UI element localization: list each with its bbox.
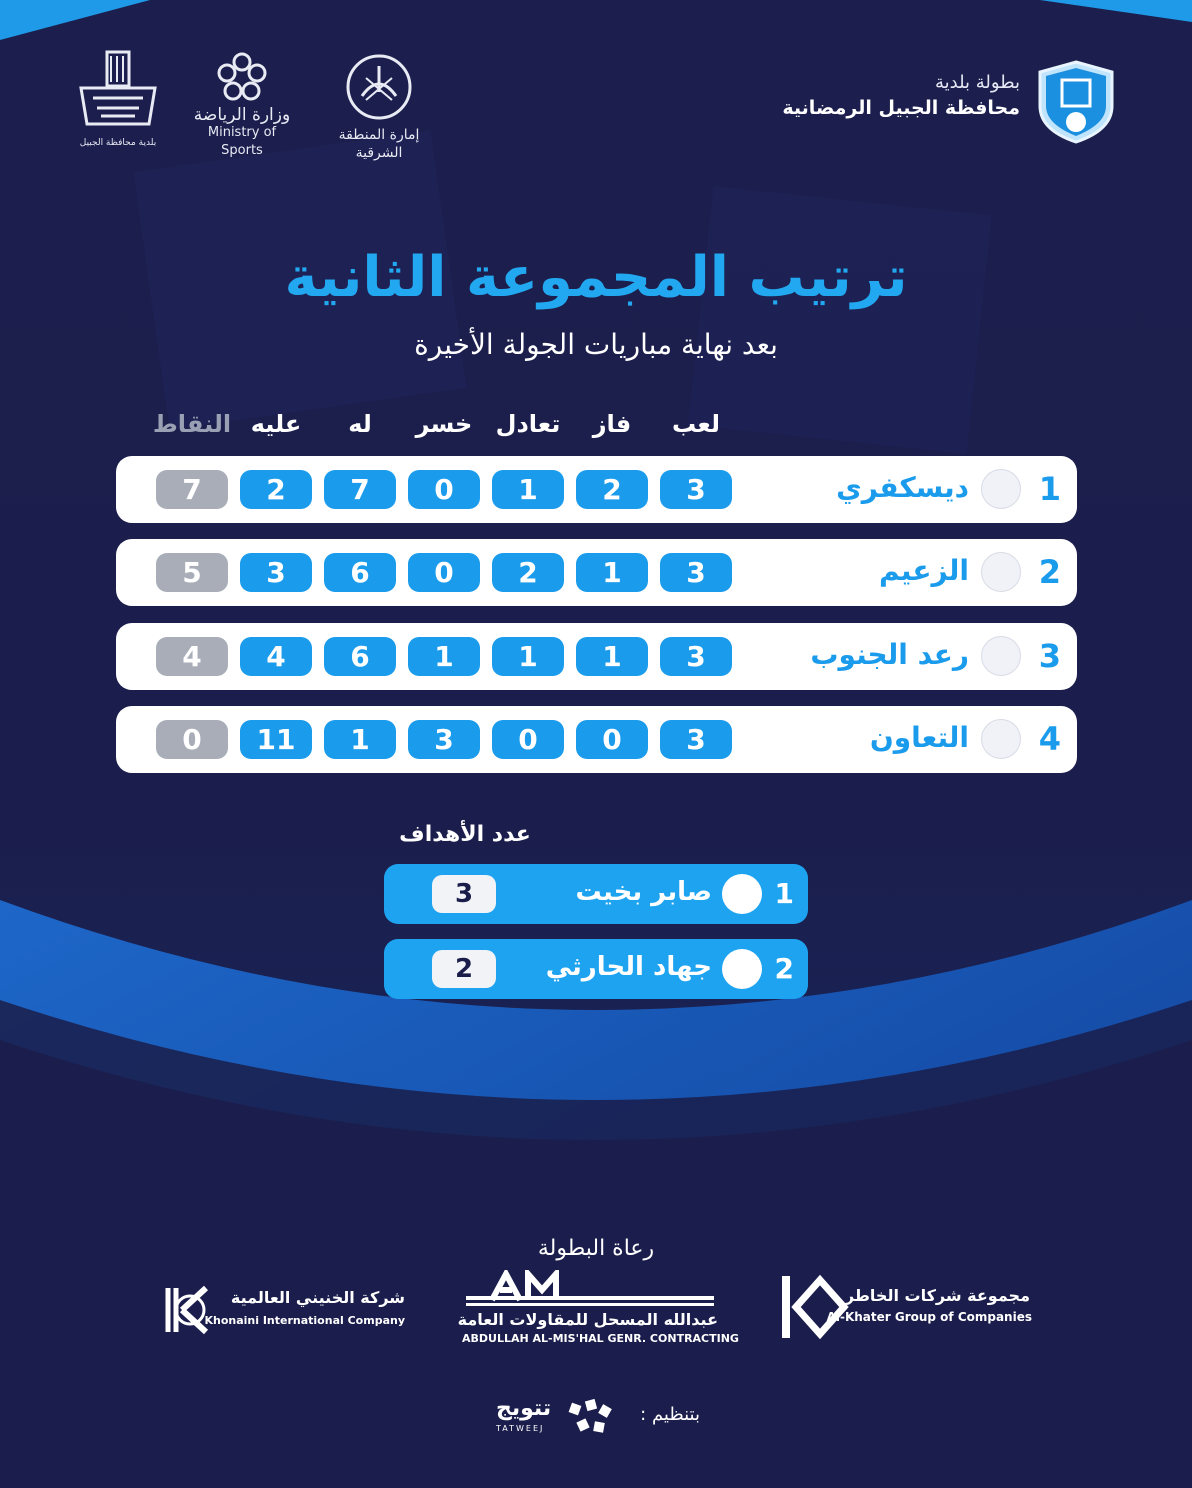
alkhater-logo-icon — [780, 1272, 850, 1342]
table-row — [116, 456, 1077, 523]
cell-won: 1 — [576, 637, 648, 676]
cell-lost: 0 — [408, 553, 480, 592]
cell-drawn: 0 — [492, 720, 564, 759]
ministry-caption-en: Ministry of Sports — [207, 125, 277, 158]
col-goals-against: عليه — [250, 410, 302, 438]
cell-points: 5 — [156, 553, 228, 592]
municipality-emblem-icon — [75, 50, 161, 130]
cell-lost: 0 — [408, 470, 480, 509]
khonaini-name-en: Khonaini International Company — [204, 1314, 405, 1327]
tatweej-logo-icon — [566, 1398, 614, 1438]
khonaini-logo-icon — [160, 1284, 212, 1336]
team-rank: 4 — [1038, 720, 1061, 758]
cell-goals-for: 6 — [324, 553, 396, 592]
col-lost: خسر — [415, 410, 473, 438]
table-row — [116, 539, 1077, 606]
cell-played: 3 — [660, 553, 732, 592]
scorer-goals: 3 — [432, 875, 496, 913]
tournament-line2: محافظة الجبيل الرمضانية — [782, 97, 1020, 119]
scorer-name: جهاد الحارثي — [545, 952, 712, 982]
scorer-goals: 2 — [432, 950, 496, 988]
sponsors-title: رعاة البطولة — [537, 1236, 655, 1261]
emirate-caption: إمارة المنطقة الشرقية — [338, 127, 420, 161]
cell-goals-for: 7 — [324, 470, 396, 509]
alkhater-name-ar: مجموعة شركات الخاطر — [844, 1286, 1030, 1305]
sponsor-alkhater — [780, 1272, 1036, 1342]
header — [0, 0, 1192, 160]
cell-goals-for: 1 — [324, 720, 396, 759]
almishal-logo-icon — [462, 1270, 718, 1308]
team-logo-icon — [981, 469, 1021, 509]
cell-drawn: 1 — [492, 637, 564, 676]
team-rank: 3 — [1038, 637, 1061, 675]
scorer-team-logo-icon — [722, 949, 762, 989]
municipality-caption: بلدية محافظة الجبيل — [79, 138, 157, 148]
team-rank: 1 — [1038, 470, 1061, 508]
municipality-logo — [72, 50, 164, 152]
scorer-row — [384, 864, 808, 924]
col-won: فاز — [592, 410, 632, 438]
scorer-row — [384, 939, 808, 999]
organizer — [470, 1396, 730, 1440]
team-name: الزعيم — [878, 554, 969, 587]
scorer-team-logo-icon — [722, 874, 762, 914]
almishal-name-ar: عبدالله المسحل للمقاولات العامة — [457, 1310, 718, 1329]
scorer-rank: 1 — [774, 877, 794, 910]
col-points: النقاط — [152, 410, 232, 438]
cell-points: 4 — [156, 637, 228, 676]
emirate-emblem-icon — [344, 52, 414, 122]
cell-drawn: 1 — [492, 470, 564, 509]
cell-won: 2 — [576, 470, 648, 509]
tournament-title — [782, 72, 1020, 119]
team-name: التعاون — [869, 721, 969, 754]
sponsor-almishal — [457, 1270, 739, 1350]
table-row — [116, 623, 1077, 690]
team-logo-icon — [981, 719, 1021, 759]
cell-won: 0 — [576, 720, 648, 759]
scorer-rank: 2 — [774, 952, 794, 985]
tournament-shield-logo — [1036, 60, 1116, 144]
team-logo-icon — [981, 636, 1021, 676]
team-name: رعد الجنوب — [810, 638, 969, 671]
scorers-title: عدد الأهداف — [399, 822, 531, 847]
ministry-caption-ar: وزارة الرياضة — [193, 105, 291, 125]
ministry-flower-icon — [217, 52, 267, 102]
cell-played: 3 — [660, 470, 732, 509]
alkhater-name-en: Al-Khater Group of Companies — [826, 1310, 1032, 1324]
ministry-logo — [186, 52, 298, 160]
col-drawn: تعادل — [495, 410, 561, 438]
team-logo-icon — [981, 552, 1021, 592]
team-rank: 2 — [1038, 553, 1061, 591]
cell-points: 7 — [156, 470, 228, 509]
emirate-logo — [322, 52, 436, 162]
khonaini-name-ar: شركة الخنيني العالمية — [230, 1288, 405, 1307]
cell-goals-for: 6 — [324, 637, 396, 676]
cell-goals-against: 2 — [240, 470, 312, 509]
cell-lost: 3 — [408, 720, 480, 759]
cell-goals-against: 11 — [240, 720, 312, 759]
cell-goals-against: 3 — [240, 553, 312, 592]
sponsor-khonaini — [160, 1282, 405, 1340]
cell-played: 3 — [660, 720, 732, 759]
cell-drawn: 2 — [492, 553, 564, 592]
col-played: لعب — [672, 410, 720, 438]
organizer-label: بتنظيم : — [640, 1404, 700, 1425]
tournament-line1: بطولة بلدية — [934, 72, 1020, 93]
table-row — [116, 706, 1077, 773]
col-goals-for: له — [348, 410, 372, 438]
page-title: ترتيب المجموعة الثانية — [284, 245, 908, 310]
cell-won: 1 — [576, 553, 648, 592]
cell-goals-against: 4 — [240, 637, 312, 676]
scorer-name: صابر بخيت — [575, 877, 712, 907]
organizer-name-en: TATWEEJ — [496, 1424, 545, 1433]
organizer-name-ar: تتويج — [496, 1396, 552, 1421]
page-subtitle: بعد نهاية مباريات الجولة الأخيرة — [414, 328, 778, 361]
cell-points: 0 — [156, 720, 228, 759]
cell-played: 3 — [660, 637, 732, 676]
cell-lost: 1 — [408, 637, 480, 676]
team-name: ديسكفري — [836, 471, 969, 504]
almishal-name-en: ABDULLAH AL-MIS'HAL GENR. CONTRACTING — [462, 1332, 739, 1345]
